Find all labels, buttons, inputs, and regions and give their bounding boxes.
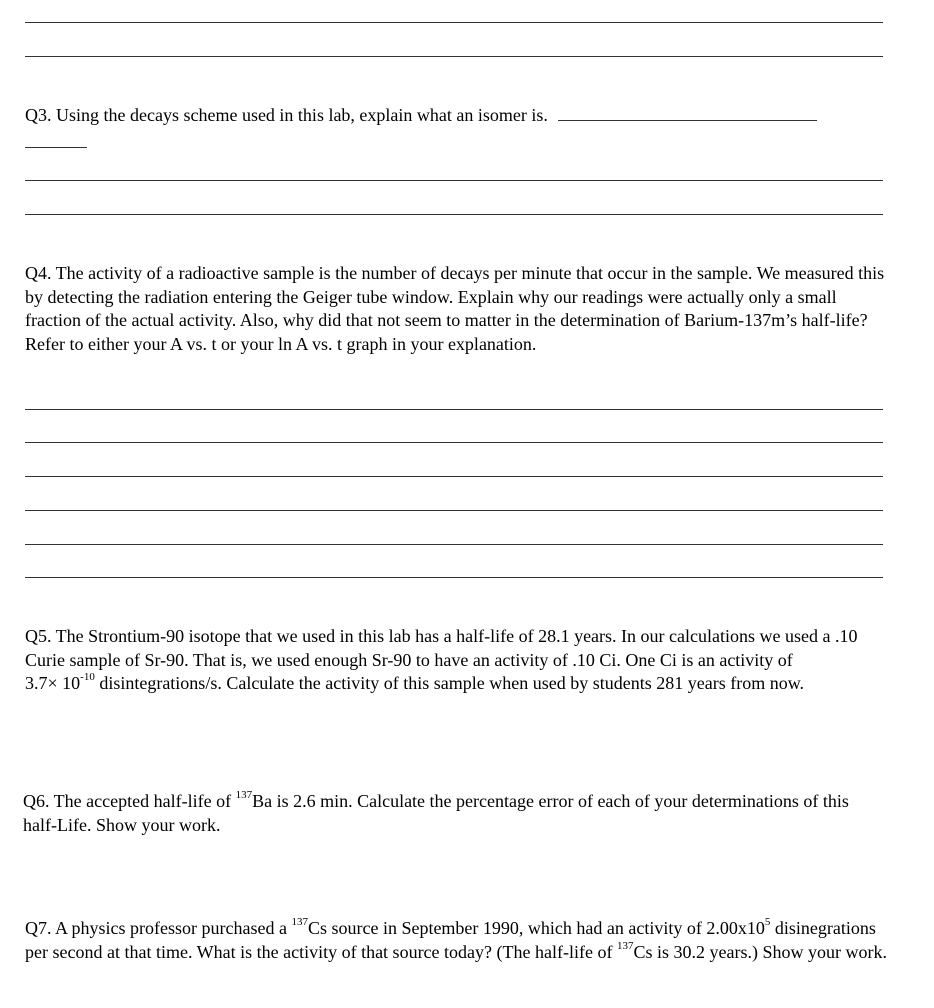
answer-line — [25, 22, 883, 23]
mass-number: 137 — [616, 939, 634, 952]
answer-line — [25, 180, 883, 181]
question-3 — [25, 104, 887, 128]
answer-line — [25, 476, 883, 477]
question-5-text: Q5. The Strontium-90 isotope that we used in this lab has a half-life of 28.1 years. In our calculations we used a .10 Curie sample of Sr-90. That is, we used enough Sr-90 to have an activity of .10 Ci. One Ci is an activity of — [25, 626, 858, 670]
question-5-text-cont: disintegrations/s. Calculate the activity of this sample when used by students 281 years from now. — [94, 673, 805, 693]
question-3-text: Q3. Using the decays scheme used in this lab, explain what an isomer is. — [25, 105, 548, 125]
question-4 — [25, 262, 887, 356]
answer-line — [25, 56, 883, 57]
curie-value: 3.7× 10 — [25, 673, 81, 693]
answer-line — [25, 214, 883, 215]
answer-line — [25, 409, 883, 410]
exponent: 5 — [764, 916, 771, 928]
answer-line — [25, 577, 883, 578]
mass-number: 137 — [291, 916, 308, 928]
answer-blank — [558, 104, 817, 121]
question-6: Q6. The accepted half-life of $^{137}$Ba is 2.6 min. Calculate the percentage error of each of your determinations of this half-Life. Show your work. — [23, 789, 849, 835]
question-4-text: Q4. The activity of a radioactive sample is the number of decays per minute that occur in the sample. We measured this by detecting the radiation entering the Geiger tube window. Explain why our readings were actually only a small fraction of the actual activity. Also, why did that not seem to matter in the determination of Barium-137m’s half-life? Refer to either your A vs. t or your ln A vs. t graph in your explanation. — [25, 263, 885, 354]
answer-line — [25, 147, 87, 148]
curie-exponent: -10 — [80, 671, 95, 683]
question-7: Q7. A physics professor purchased a $^{137}$Cs source in September 1990, which had an activity of $2.00x10^5$ disinegrations per second at that time. What is the activity of that source today? (The half-life of $^{137}$Cs is 30.2 years.) Show your work. — [25, 916, 887, 962]
answer-line — [25, 544, 883, 545]
answer-line — [25, 442, 883, 443]
question-5 — [25, 625, 887, 696]
answer-line — [25, 510, 883, 511]
mass-number: 137 — [235, 789, 253, 801]
